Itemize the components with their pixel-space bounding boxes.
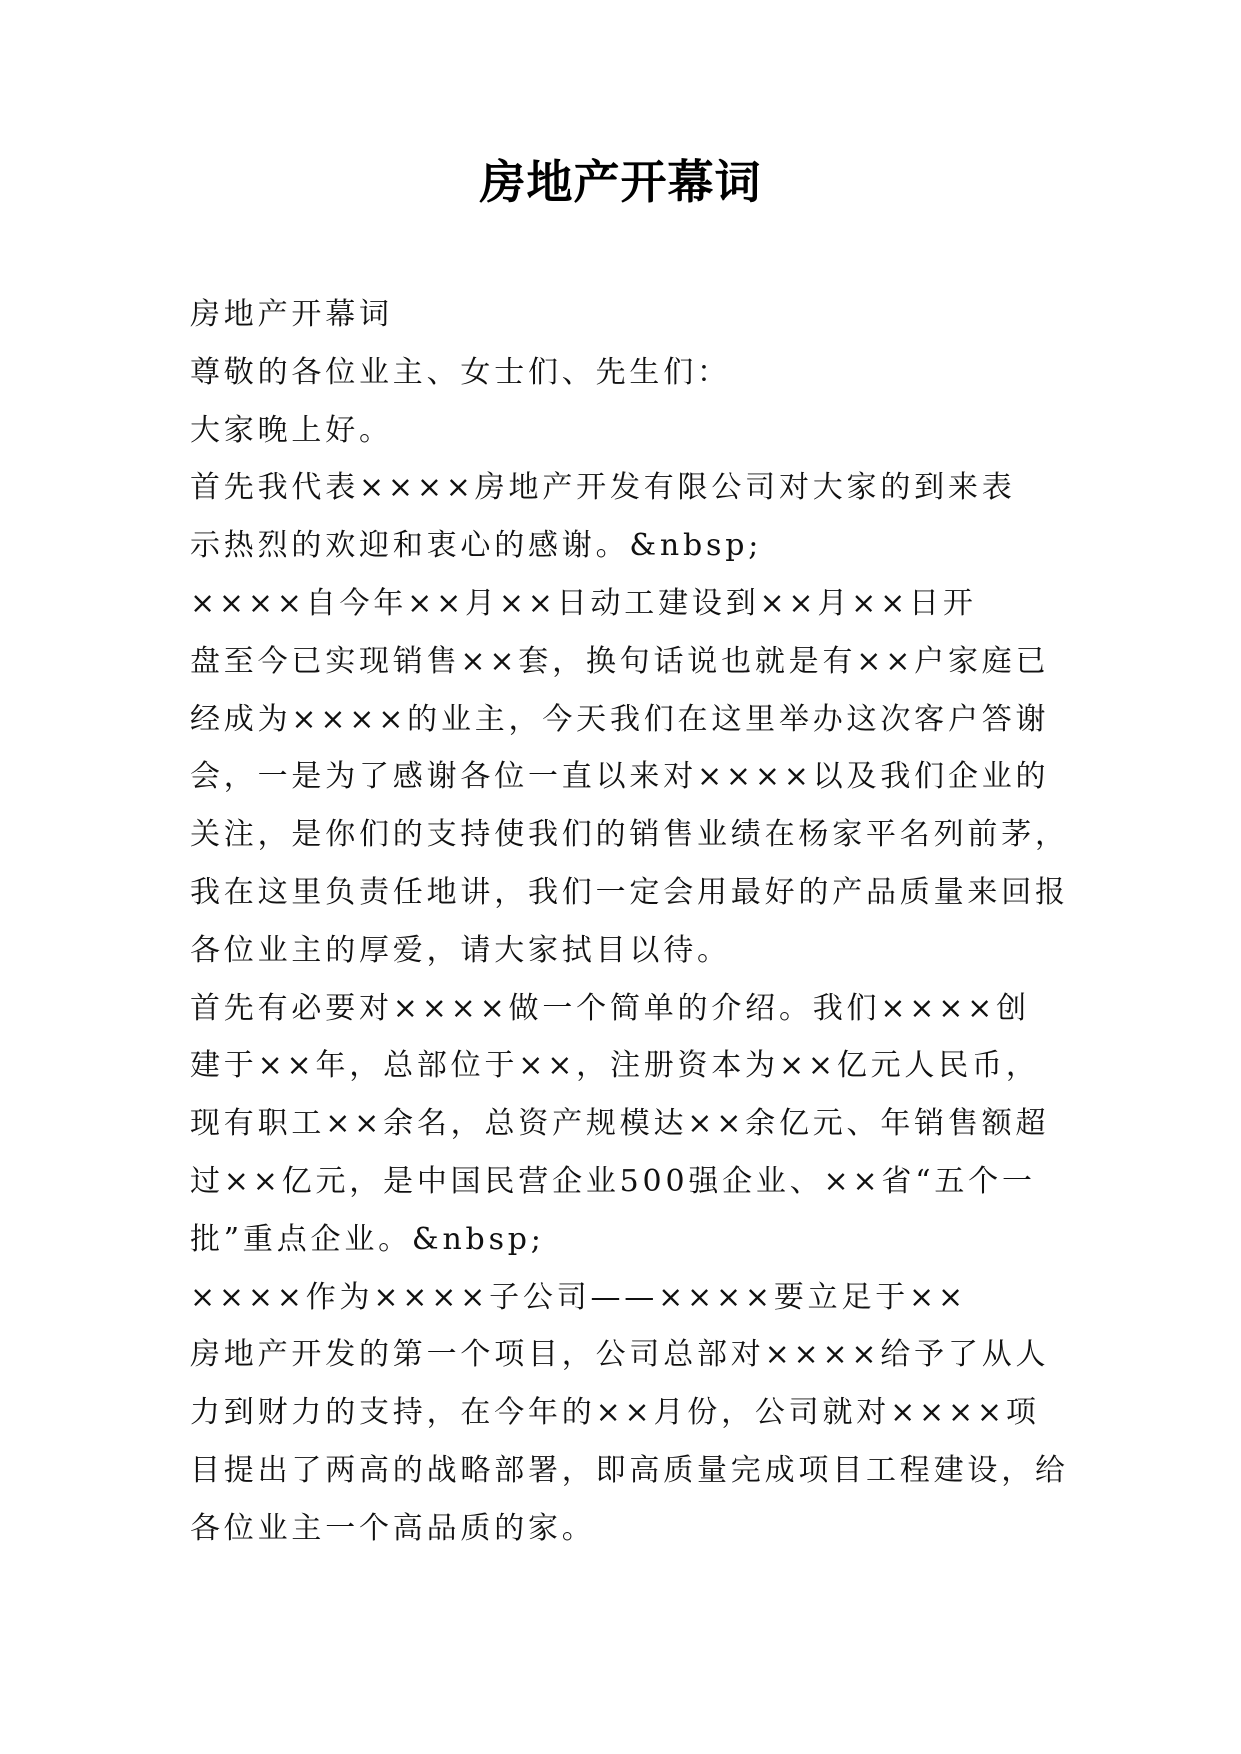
text-line: 建于××年，总部位于××，注册资本为××亿元人民币， <box>190 1048 1040 1084</box>
text-line: 首先有必要对××××做一个简单的介绍。我们××××创 <box>190 990 1030 1026</box>
text-line: 过××亿元，是中国民营企业500强企业、××省“五个一 <box>190 1163 1036 1199</box>
text-line: 尊敬的各位业主、女士们、先生们： <box>190 354 731 390</box>
text-line: 各位业主的厚爱，请大家拭目以待。 <box>190 932 731 968</box>
text-line: 会，一是为了感谢各位一直以来对××××以及我们企业的 <box>190 759 1050 795</box>
text-line: 关注，是你们的支持使我们的销售业绩在杨家平名列前茅， <box>190 817 1069 853</box>
text-line: 力到财力的支持，在今年的××月份，公司就对××××项 <box>190 1395 1040 1431</box>
text-line: 大家晚上好。 <box>190 412 393 448</box>
text-line: 首先我代表××××房地产开发有限公司对大家的到来表 <box>190 470 1016 506</box>
text-line: 经成为××××的业主，今天我们在这里举办这次客户答谢 <box>190 701 1050 737</box>
text-line: 现有职工××余名，总资产规模达××余亿元、年销售额超 <box>190 1106 1050 1142</box>
text-line: 房地产开幕词 <box>190 297 393 332</box>
text-line: 示热烈的欢迎和衷心的感谢。&nbsp; <box>190 528 763 564</box>
text-line: 盘至今已实现销售××套，换句话说也就是有××户家庭已 <box>190 643 1050 679</box>
text-line: ××××自今年××月××日动工建设到××月××日开 <box>190 585 977 621</box>
text-line: ××××作为××××子公司——××××要立足于×× <box>190 1279 967 1315</box>
text-line: 批”重点企业。&nbsp; <box>190 1221 545 1257</box>
text-line: 房地产开发的第一个项目，公司总部对××××给予了从人 <box>190 1337 1050 1373</box>
document-body <box>190 286 1070 1558</box>
text-line: 我在这里负责任地讲，我们一定会用最好的产品质量来回报 <box>190 874 1069 910</box>
document-title: 房地产开幕词 <box>479 155 762 209</box>
text-line: 目提出了两高的战略部署，即高质量完成项目工程建设，给 <box>190 1452 1069 1488</box>
text-line: 各位业主一个高品质的家。 <box>190 1510 596 1546</box>
